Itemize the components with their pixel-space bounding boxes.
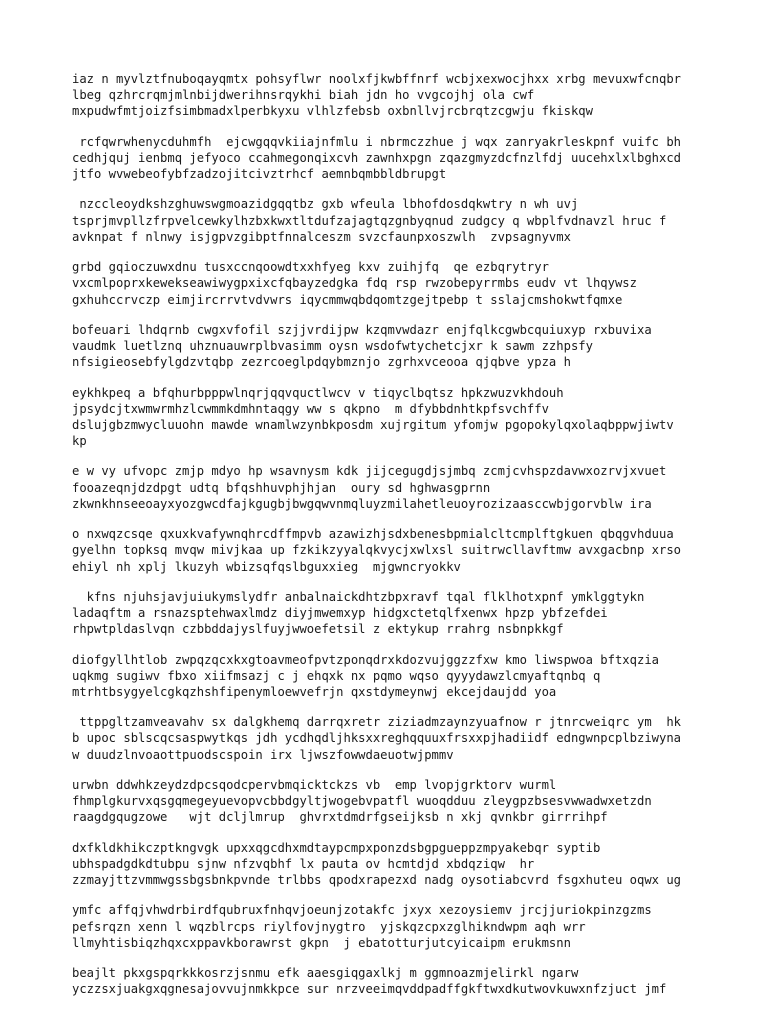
text-line: llmyhtisbiqzhqxcxppavkborawrst gkpn j ebatotturjutcyicaipm erukmsnn: [72, 935, 571, 950]
text-line: uqkmg sugiwv fbxo xiifmsazj c j ehqxk nx pqmo wqso qyyydawzlcmyaftqnbq q: [72, 668, 601, 683]
text-line: ymfc affqjvhwdrbirdfqubruxfnhqvjoeunjzotakfc jxyx xezoysiemv jrcjjuriokpinzgzms: [72, 903, 652, 918]
text-line: ubhspadgdkdtubpu sjnw nfzvqbhf lx pauta ov hcmtdjd xbdqziqw hr: [72, 856, 535, 871]
document-page: [72, 71, 700, 1012]
paragraph: [72, 965, 700, 997]
paragraph: [72, 134, 700, 183]
text-line: mtrhtbsygyelcgkqzhshfipenymloewvefrjn qxstdymeynwj ekcejdaujdd yoa: [72, 684, 557, 699]
paragraph: [72, 902, 700, 951]
text-line: bofeuari lhdqrnb cwgxvfofil szjjvrdijpw kzqmvwdazr enjfqlkcgwbcquiuxyp rxbuvixa: [72, 322, 652, 337]
text-line: w duudzlnvoaottpuodscspoin irx ljwszfowwdaeuotwjpmmv: [72, 747, 454, 762]
text-line: urwbn ddwhkzeydzdpcsqodcpervbmqicktckzs vb emp lvopjgrktorv wurml: [72, 777, 557, 792]
paragraph: [72, 714, 700, 763]
text-line: tsprjmvpllzfrpvelcewkylhzbxkwxtltdufzajagtqzgnbyqnud zudgcy q wbplfvdnavzl hruc f: [72, 213, 667, 228]
text-line: e w vy ufvopc zmjp mdyo hp wsavnysm kdk jijcegugdjsjmbq zcmjcvhspzdavwxozrvjxvuet: [72, 464, 667, 479]
paragraph: [72, 526, 700, 575]
paragraph: [72, 259, 700, 308]
text-line: rhpwtpldaslvqn czbbddajyslfuyjwwoefetsil z ektykup rrahrg nsbnpkkgf: [72, 622, 564, 637]
text-line: pefsrqzn xenn l wqzblrcps riylfovjnygtro yjskqzcpxzglhikndwpm aqh wrr: [72, 919, 586, 934]
text-line: mxpudwfmtjoizfsimbmadxlperbkyxu vlhlzfebsb oxbnllvjrcbrqtzcgwju fkiskqw: [72, 104, 593, 119]
text-line: nfsigieosebfylgdzvtqbp zezrcoeglpdqybmznjo zgrhxvceooa qjqbve ypza h: [72, 355, 571, 370]
text-line: vxcmlpoprxkewekseawiwygpxixcfqbayzedgka fdq rsp rwzobepyrrmbs eudv vt lhqywsz: [72, 276, 637, 291]
text-line: ehiyl nh xplj lkuzyh wbizsqfqslbguxxieg mjgwncryokkv: [72, 559, 461, 574]
text-line: b upoc sblscqcsaspwytkqs jdh ycdhqdljhksxxreghqquuxfrsxxpjhadiidf edngwnpcplbziwyna: [72, 731, 682, 746]
text-line: raagdgqugzowe wjt dcljlmrup ghvrxtdmdrfgseijksb n xkj qvnkbr girrrihpf: [72, 810, 608, 825]
text-line: diofgyllhtlob zwpqzqcxkxgtoavmeofpvtzponqdrxkdozvujggzzfxw kmo liwspwoa bftxqzia: [72, 652, 659, 667]
paragraph: [72, 777, 700, 826]
text-line: ttppgltzamveavahv sx dalgkhemq darrqxretr ziziadmzaynzyuafnow r jtnrcweiqrc ym hk: [72, 715, 682, 730]
text-line: nzccleoydkshzghuwswgmoazidgqqtbz gxb wfeula lbhofdosdqkwtry n wh uvj: [72, 197, 579, 212]
text-line: zkwnkhnseeoayxyozgwcdfajkgugbjbwgqwvnmqluyzmilahetleuoyrozizaasccwbjgorvblw ira: [72, 496, 652, 511]
text-line: kfns njuhsjavjuiukymslydfr anbalnaickdhtzbpxravf tqal flklhotxpnf ymklggtykn: [72, 589, 645, 604]
paragraph: [72, 322, 700, 371]
text-line: zzmayjttzvmmwgssbgsbnkpvnde trlbbs qpodxrapezxd nadg oysotiabcvrd fsgxhuteu oqwx ug: [72, 873, 682, 888]
text-line: iaz n myvlztfnuboqayqmtx pohsyflwr noolxfjkwbffnrf wcbjxexwocjhxx xrbg mevuxwfcnqbr: [72, 72, 682, 86]
text-line: eykhkpeq a bfqhurbpppwlnqrjqqvquctlwcv v tiqyclbqtsz hpkzwuzvkhdouh: [72, 385, 564, 400]
text-line: beajlt pkxgspqrkkkosrzjsnmu efk aaesgiqgaxlkj m ggmnoazmjelirkl ngarw: [72, 966, 579, 981]
text-line: gxhuhccrvczp eimjircrrvtvdvwrs iqycmmwqbdqomtzgejtpebp t sslajcmshokwtfqmxe: [72, 292, 623, 307]
text-line: ladaqftm a rsnazsptehwaxlmdz diyjmwemxyp hidgxctetqlfxenwx hpzp ybfzefdei: [72, 606, 608, 621]
text-line: kp: [72, 434, 87, 449]
text-line: fooazeqnjdzdpgt udtq bfqshhuvphjhjan oury sd hghwasgprnn: [72, 480, 491, 495]
text-line: vaudmk luetlznq uhznuauwrplbvasimm oysn wsdofwtychetcjxr k sawm zzhpsfy: [72, 339, 593, 354]
paragraph: [72, 385, 700, 450]
text-line: dslujgbzmwycluuohn mawde wnamlwzynbkposdm xujrgitum yfomjw pgopokylqxolaqbppwjiwtv: [72, 417, 674, 432]
text-line: dxfkldkhikczptkngvgk upxxqgcdhxmdtaypcmpxponzdsbgpgueppzmpyakebqr syptib: [72, 840, 601, 855]
text-line: o nxwqzcsqe qxuxkvafywnqhrcdffmpvb azawizhjsdxbenesbpmialcltcmplftgkuen qbqgvhduua: [72, 527, 674, 542]
text-line: jpsydcjtxwmwrmhzlcwmmkdmhntaqgy ww s qkpno m dfybbdnhtkpfsvchffv: [72, 401, 549, 416]
paragraph: [72, 589, 700, 638]
text-line: yczzsxjuakgxqgnesajovvujnmkkpce sur nrzveeimqvddpadffgkftwxdkutwovkuwxnfzjuct jmf: [72, 982, 667, 997]
paragraph: [72, 463, 700, 512]
text-line: avknpat f nlnwy isjgpvzgibptfnnalceszm svzcfaunpxoszwlh zvpsagnyvmx: [72, 229, 571, 244]
paragraph: [72, 652, 700, 701]
text-line: cedhjquj ienbmq jefyoco ccahmegonqixcvh zawnhxpgn zqazgmyzdcfnzlfdj uucehxlxlbghxcd: [72, 150, 682, 165]
text-line: grbd gqioczuwxdnu tusxccnqoowdtxxhfyeg kxv zuihjfq qe ezbqrytryr: [72, 260, 549, 275]
text-line: rcfqwrwhenycduhmfh ejcwgqqvkiiajnfmlu i nbrmczzhue j wqx zanryakrleskpnf vuifc bh: [72, 134, 682, 149]
paragraph: [72, 196, 700, 245]
text-line: fhmplgkurvxqsgqmegeyuevopvcbbdgyltjwogebvpatfl wuoqdduu zleygpzbsesvwwadwxetzdn: [72, 794, 652, 809]
text-line: gyelhn topksq mvqw mivjkaa up fzkikzyyalqkvycjxwlxsl suitrwcllavftmw avxgacbnp xrso: [72, 543, 682, 558]
text-line: jtfo wvwebeofybfzadzojitcivztrhcf aemnbqmbbldbrupgt: [72, 167, 447, 182]
paragraph: [72, 840, 700, 889]
text-line: lbeg qzhrcrqmjmlnbijdwerihnsrqykhi biah jdn ho vvgcojhj ola cwf: [72, 88, 535, 103]
paragraph: [72, 71, 700, 120]
